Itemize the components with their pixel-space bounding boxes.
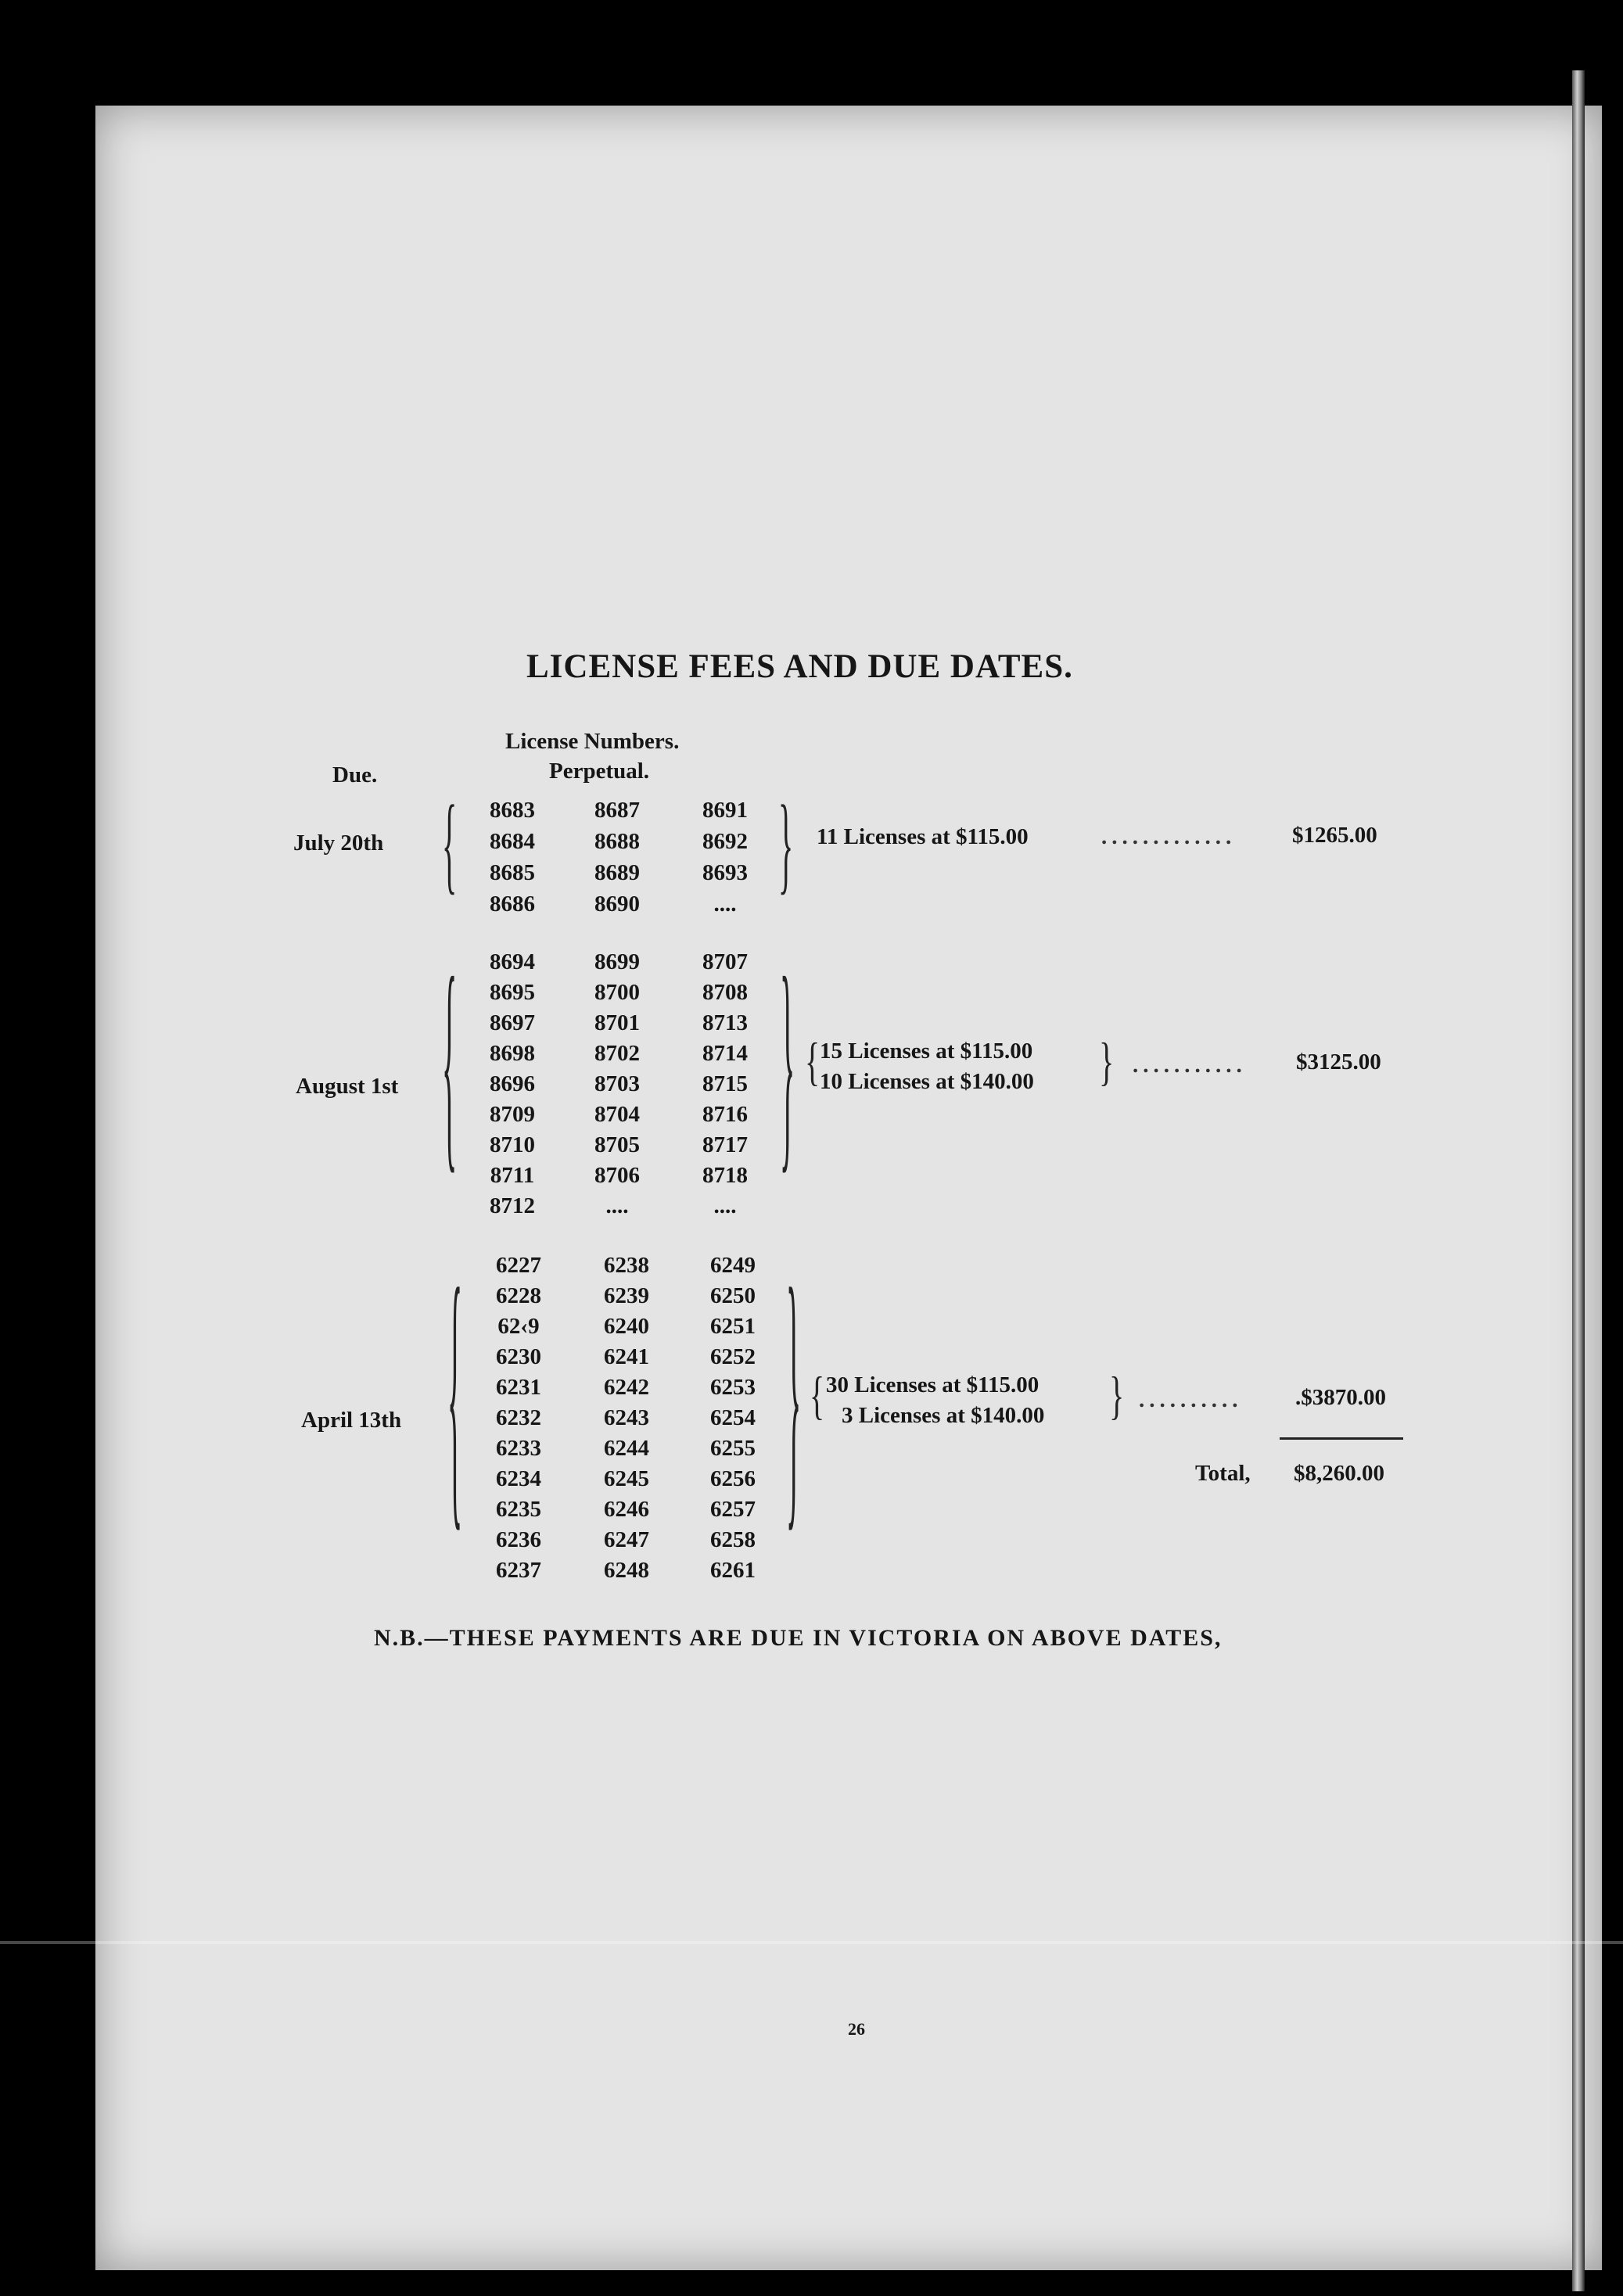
amount-august: $3125.00 xyxy=(1296,1049,1381,1074)
document-page xyxy=(95,106,1602,2270)
license-number: 6243 xyxy=(604,1405,649,1430)
brace-left: { xyxy=(447,1225,463,1557)
license-number: .... xyxy=(713,891,737,917)
license-number: 8687 xyxy=(594,798,640,823)
license-number: 8683 xyxy=(490,798,535,823)
license-number: 6250 xyxy=(710,1283,756,1308)
amount-july: $1265.00 xyxy=(1292,823,1377,848)
license-number: 6251 xyxy=(710,1314,756,1339)
brace-left: { xyxy=(442,781,458,905)
due-date-august: August 1st xyxy=(296,1074,399,1099)
license-number: 6261 xyxy=(710,1558,756,1583)
header-due: Due. xyxy=(332,762,378,787)
license-number: 8700 xyxy=(594,980,640,1005)
license-number: 8711 xyxy=(490,1163,535,1188)
total-amount: $8,260.00 xyxy=(1294,1461,1384,1486)
fee-line: 10 Licenses at $140.00 xyxy=(820,1069,1034,1094)
brace-right: } xyxy=(1099,1031,1115,1092)
license-number: 6241 xyxy=(604,1344,649,1369)
license-number: 6252 xyxy=(710,1344,756,1369)
license-number: 8706 xyxy=(594,1163,640,1188)
license-number: 8693 xyxy=(702,860,748,885)
fee-line: 15 Licenses at $115.00 xyxy=(820,1039,1033,1064)
license-number: 8694 xyxy=(490,949,535,974)
license-number: 8713 xyxy=(702,1010,748,1035)
total-label: Total, xyxy=(1195,1461,1251,1486)
license-number: 8695 xyxy=(490,980,535,1005)
license-number: 8715 xyxy=(702,1071,748,1096)
license-number: 8688 xyxy=(594,829,640,854)
license-number: 8704 xyxy=(594,1102,640,1127)
brace-left: { xyxy=(442,927,458,1195)
license-number: 8689 xyxy=(594,860,640,885)
total-rule xyxy=(1280,1437,1403,1440)
license-number: 6235 xyxy=(496,1497,541,1522)
license-number: 8692 xyxy=(702,829,748,854)
license-number: 6227 xyxy=(496,1253,541,1278)
license-number: 8717 xyxy=(702,1132,748,1157)
license-number: 6230 xyxy=(496,1344,541,1369)
license-number: 8697 xyxy=(490,1010,535,1035)
license-number: 6234 xyxy=(496,1466,541,1491)
license-number: 6244 xyxy=(604,1436,649,1461)
license-number: 6236 xyxy=(496,1527,541,1552)
license-number: 8698 xyxy=(490,1041,535,1066)
license-number: 8686 xyxy=(490,891,535,917)
due-date-april: April 13th xyxy=(301,1408,402,1433)
brace-right: } xyxy=(1109,1365,1125,1426)
license-number: 6231 xyxy=(496,1375,541,1400)
license-number: 8684 xyxy=(490,829,535,854)
license-number: 8709 xyxy=(490,1102,535,1127)
page-fold xyxy=(1572,70,1585,2291)
page-number: 26 xyxy=(848,2019,865,2039)
license-number: 6240 xyxy=(604,1314,649,1339)
license-number: 62‹9 xyxy=(497,1314,540,1339)
license-number: 6248 xyxy=(604,1558,649,1583)
amount-april: .$3870.00 xyxy=(1295,1385,1386,1410)
license-number: 6239 xyxy=(604,1283,649,1308)
license-number: 6228 xyxy=(496,1283,541,1308)
license-number: .... xyxy=(713,1193,737,1218)
license-number: 8702 xyxy=(594,1041,640,1066)
brace-right: } xyxy=(786,1225,802,1557)
license-number: 6253 xyxy=(710,1375,756,1400)
license-number: 8696 xyxy=(490,1071,535,1096)
license-number: 8716 xyxy=(702,1102,748,1127)
license-number: 6237 xyxy=(496,1558,541,1583)
leader-dots: ............. xyxy=(1101,824,1237,849)
license-number: 8690 xyxy=(594,891,640,917)
license-number: 8705 xyxy=(594,1132,640,1157)
license-number: 8718 xyxy=(702,1163,748,1188)
license-number: 8699 xyxy=(594,949,640,974)
license-number: 8685 xyxy=(490,860,535,885)
license-number: 6254 xyxy=(710,1405,756,1430)
license-number: 8703 xyxy=(594,1071,640,1096)
brace-right: } xyxy=(780,927,795,1195)
license-number: 6246 xyxy=(604,1497,649,1522)
header-license-numbers: License Numbers. xyxy=(505,729,680,754)
license-number: 6255 xyxy=(710,1436,756,1461)
leader-dots: ........... xyxy=(1133,1053,1247,1078)
header-perpetual: Perpetual. xyxy=(549,759,650,784)
brace-left: { xyxy=(810,1365,825,1426)
scan-artifact xyxy=(0,1941,1623,1944)
license-number: 8701 xyxy=(594,1010,640,1035)
fee-line: 3 Licenses at $140.00 xyxy=(842,1403,1045,1428)
brace-right: } xyxy=(778,781,794,905)
page-title: LICENSE FEES AND DUE DATES. xyxy=(526,648,1073,685)
brace-left: { xyxy=(805,1031,820,1092)
license-number: 6238 xyxy=(604,1253,649,1278)
license-number: 8712 xyxy=(490,1193,535,1218)
license-number: 8691 xyxy=(702,798,748,823)
license-number: 8710 xyxy=(490,1132,535,1157)
license-number: 6256 xyxy=(710,1466,756,1491)
license-number: 6257 xyxy=(710,1497,756,1522)
license-number: 6247 xyxy=(604,1527,649,1552)
license-number: 6242 xyxy=(604,1375,649,1400)
fee-line: 30 Licenses at $115.00 xyxy=(826,1372,1040,1397)
license-number: 6249 xyxy=(710,1253,756,1278)
license-number: 8707 xyxy=(702,949,748,974)
license-number: 6233 xyxy=(496,1436,541,1461)
license-number: 6258 xyxy=(710,1527,756,1552)
license-number: 8714 xyxy=(702,1041,748,1066)
license-number: 8708 xyxy=(702,980,748,1005)
license-number: 6232 xyxy=(496,1405,541,1430)
due-date-july: July 20th xyxy=(293,831,384,856)
leader-dots: .......... xyxy=(1139,1387,1243,1412)
license-number: 6245 xyxy=(604,1466,649,1491)
payment-note: N.B.—THESE PAYMENTS ARE DUE IN VICTORIA ON ABOVE DATES, xyxy=(374,1625,1223,1651)
fee-line: 11 Licenses at $115.00 xyxy=(817,824,1029,849)
license-number: .... xyxy=(605,1193,629,1218)
